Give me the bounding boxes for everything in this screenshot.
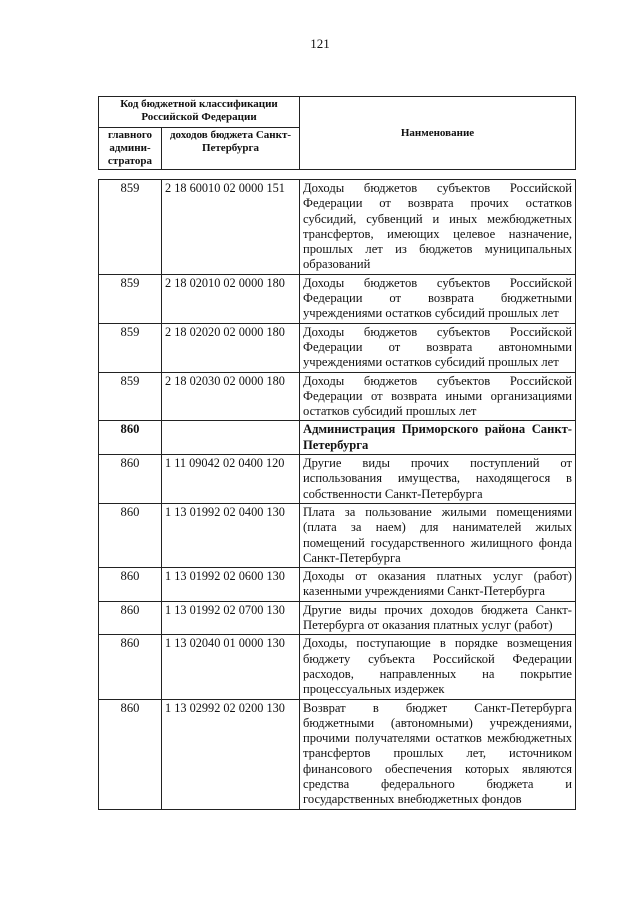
budget-code-cell: 1 13 01992 02 0700 130 <box>162 601 300 635</box>
admin-code-cell: 860 <box>99 601 162 635</box>
revenue-name-cell: Доходы бюджетов субъектов Российской Федерации от возврата прочих остатков субсидий, субвенций и иных межбюджетных трансфертов, имеющих целевое назначение, прошлых лет из бюджетов муниципальных образований <box>300 180 576 275</box>
budget-code-cell: 1 11 09042 02 0400 120 <box>162 455 300 504</box>
table-row <box>99 274 576 323</box>
revenue-name-cell: Администрация Приморского района Санкт-Петербурга <box>300 421 576 455</box>
revenue-name-cell: Доходы, поступающие в порядке возмещения бюджету субъекта Российской Федерации расходов, направленных на покрытие процессуальных издержек <box>300 635 576 699</box>
table-header <box>98 96 576 170</box>
table-row <box>99 421 576 455</box>
table-row <box>99 503 576 567</box>
table-row <box>99 372 576 421</box>
revenue-name-cell: Другие виды прочих поступлений от использования имущества, находящегося в собственности Санкт-Петербурга <box>300 455 576 504</box>
table-row <box>99 180 576 275</box>
revenue-name-cell: Плата за пользование жилыми помещениями (плата за наем) для нанимателей жилых помещений государственного жилищного фонда Санкт-Петербурга <box>300 503 576 567</box>
admin-code-cell: 860 <box>99 455 162 504</box>
budget-code-cell: 2 18 02020 02 0000 180 <box>162 323 300 372</box>
budget-code-cell: 2 18 02010 02 0000 180 <box>162 274 300 323</box>
revenue-name-cell: Возврат в бюджет Санкт-Петербурга бюджетными (автономными) учреждениями, прочими получателями остатков межбюджетных трансфертов прошлых лет, источником финансового обеспечения которых являются средства федерального бюджета и государственных внебюджетных фондов <box>300 699 576 809</box>
table-row <box>99 455 576 504</box>
admin-code-cell: 860 <box>99 699 162 809</box>
chief-admin-header: главного админи- стратора <box>99 128 162 170</box>
budget-code-cell: 1 13 02992 02 0200 130 <box>162 699 300 809</box>
table-row <box>99 323 576 372</box>
revenue-name-cell: Доходы бюджетов субъектов Российской Федерации от возврата автономными учреждениями остатков субсидий прошлых лет <box>300 323 576 372</box>
admin-code-cell: 860 <box>99 568 162 602</box>
admin-code-cell: 860 <box>99 635 162 699</box>
budget-code-cell: 1 13 02040 01 0000 130 <box>162 635 300 699</box>
classification-code-header: Код бюджетной классификации Российской Федерации <box>99 97 300 128</box>
budget-code-cell <box>162 421 300 455</box>
admin-code-cell: 860 <box>99 503 162 567</box>
revenue-name-cell: Доходы бюджетов субъектов Российской Федерации от возврата иными организациями остатков субсидий прошлых лет <box>300 372 576 421</box>
admin-code-cell: 859 <box>99 372 162 421</box>
table-row <box>99 635 576 699</box>
table-row <box>99 699 576 809</box>
table-row <box>99 601 576 635</box>
admin-code-cell: 860 <box>99 421 162 455</box>
table-row <box>99 568 576 602</box>
name-header: Нанменование <box>300 97 576 170</box>
admin-code-cell: 859 <box>99 274 162 323</box>
budget-code-cell: 2 18 60010 02 0000 151 <box>162 180 300 275</box>
revenue-name-cell: Доходы от оказания платных услуг (работ) казенными учреждениями Санкт-Петербурга <box>300 568 576 602</box>
budget-code-cell: 2 18 02030 02 0000 180 <box>162 372 300 421</box>
admin-code-cell: 859 <box>99 323 162 372</box>
budget-code-cell: 1 13 01992 02 0400 130 <box>162 503 300 567</box>
revenue-name-cell: Доходы бюджетов субъектов Российской Федерации от возврата бюджетными учреждениями остатков субсидий прошлых лет <box>300 274 576 323</box>
page-number: 121 <box>310 36 330 51</box>
revenue-codes-table <box>98 179 576 810</box>
budget-code-cell: 1 13 01992 02 0600 130 <box>162 568 300 602</box>
budget-revenue-header: доходов бюджета Санкт-Петербурга <box>162 128 300 170</box>
admin-code-cell: 859 <box>99 180 162 275</box>
revenue-name-cell: Другие виды прочих доходов бюджета Санкт-Петербурга от оказания платных услуг (работ) <box>300 601 576 635</box>
